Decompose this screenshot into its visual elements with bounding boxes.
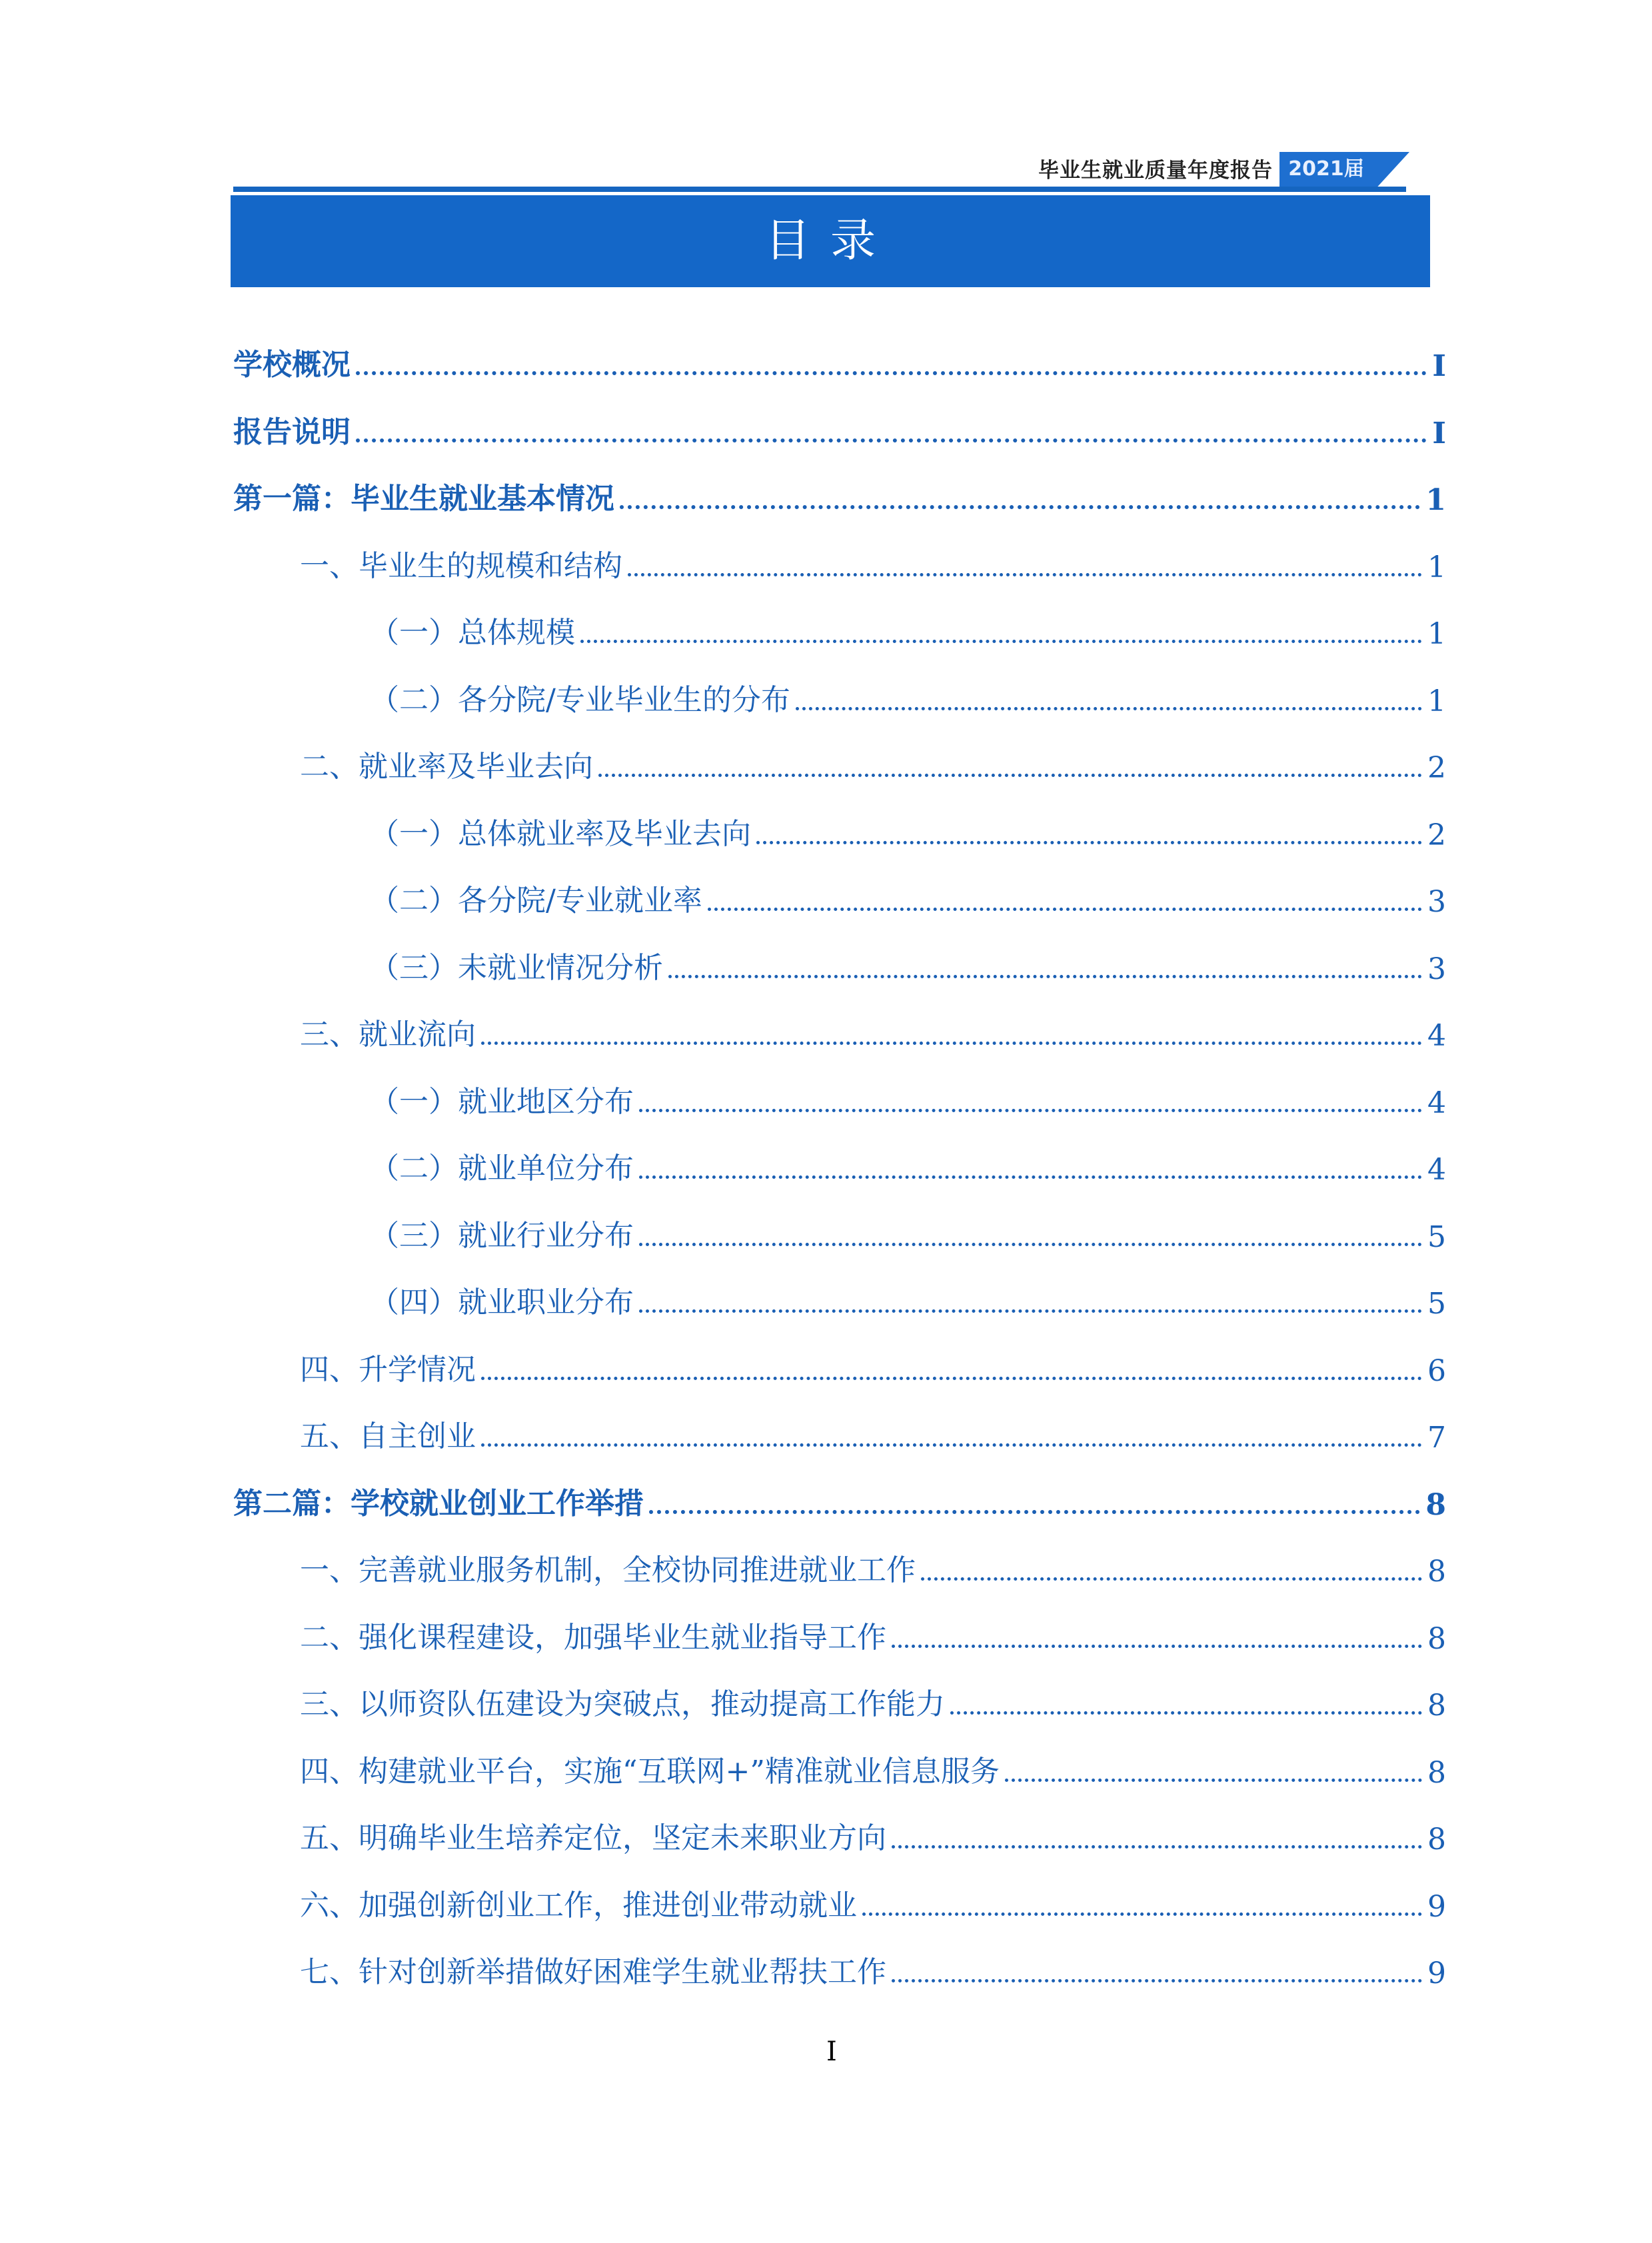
toc-entry-page: 3 (1427, 885, 1446, 919)
toc-entry-label: 五、自主创业 (300, 1419, 476, 1453)
toc-entry-page: 8 (1427, 1823, 1446, 1857)
toc-entry-label: 二、强化课程建设，加强毕业生就业指导工作 (300, 1620, 886, 1655)
toc-entry[interactable] (233, 940, 1446, 986)
toc-dot-leader (639, 1309, 1422, 1313)
toc-entry-page: 2 (1427, 751, 1446, 785)
toc-entry-page: 9 (1427, 1956, 1446, 1990)
toc-dot-leader (356, 371, 1427, 375)
toc-entry-label: 二、就业率及毕业去向 (300, 750, 593, 784)
toc-dot-leader (892, 1845, 1422, 1849)
toc-entry[interactable] (233, 806, 1446, 852)
toc-entry-page: 1 (1427, 617, 1446, 651)
toc-entry-page: 2 (1427, 818, 1446, 852)
toc-entry[interactable] (233, 538, 1446, 584)
toc-dot-leader (481, 1377, 1422, 1380)
toc-entry-label: （三）就业行业分布 (370, 1218, 634, 1253)
toc-entry-page: 1 (1427, 550, 1446, 584)
toc-entry-page: 8 (1427, 1555, 1446, 1589)
toc-entry-page: 3 (1427, 952, 1446, 986)
header-rule (233, 187, 1406, 192)
toc-entry[interactable] (233, 1140, 1446, 1187)
toc-entry[interactable] (233, 1274, 1446, 1321)
toc-entry-label: （二）就业单位分布 (370, 1151, 634, 1185)
report-title: 毕业生就业质量年度报告 (1038, 159, 1273, 183)
toc-dot-leader (620, 505, 1420, 509)
toc-entry[interactable] (233, 470, 1446, 517)
toc-entry[interactable] (233, 1877, 1446, 1924)
toc-dot-leader (580, 640, 1422, 643)
toc-entry[interactable] (233, 1408, 1446, 1455)
toc-dot-leader (639, 1109, 1422, 1112)
toc-dot-leader (598, 774, 1422, 777)
page-number: I (826, 2036, 837, 2067)
toc-dot-leader (921, 1577, 1422, 1581)
toc-entry-page: 5 (1427, 1287, 1446, 1321)
toc-entry[interactable] (233, 1074, 1446, 1120)
toc-entry[interactable] (233, 1207, 1446, 1254)
toc-entry[interactable] (233, 672, 1446, 718)
toc-dot-leader (892, 1645, 1422, 1648)
toc-entry-page: 4 (1427, 1086, 1446, 1120)
toc-entry-label: 七、针对创新举措做好困难学生就业帮扶工作 (300, 1955, 886, 1989)
toc-dot-leader (1005, 1779, 1422, 1782)
toc-entry[interactable] (233, 872, 1446, 919)
toc-entry-page: 8 (1427, 1621, 1446, 1656)
toc-entry-label: 六、加强创新创业工作，推进创业带动就业 (300, 1888, 857, 1922)
toc-entry-page: 4 (1427, 1153, 1446, 1187)
toc-entry[interactable] (233, 337, 1446, 383)
toc-dot-leader (628, 573, 1422, 576)
toc-entry[interactable] (233, 404, 1446, 450)
toc-entry-page: 1 (1427, 684, 1446, 718)
toc-entry[interactable] (233, 1743, 1446, 1790)
toc-entry-page: 4 (1427, 1019, 1446, 1053)
toc-entry-label: （二）各分院/专业毕业生的分布 (370, 682, 790, 717)
toc-dot-leader (481, 1042, 1422, 1045)
toc-dot-leader (356, 438, 1427, 442)
toc-entry[interactable] (233, 1810, 1446, 1857)
toc-dot-leader (639, 1243, 1422, 1246)
toc-dot-leader (892, 1979, 1422, 1982)
toc-dot-leader (649, 1510, 1420, 1514)
year-tag-corner (1373, 152, 1409, 192)
toc-dot-leader (950, 1711, 1422, 1715)
toc-entry[interactable] (233, 1676, 1446, 1723)
toc-entry-page: I (1432, 349, 1446, 383)
toc-entry[interactable] (233, 1944, 1446, 1990)
toc-dot-leader (639, 1175, 1422, 1179)
toc-entry-page: 9 (1427, 1889, 1446, 1924)
toc-entry-label: 四、构建就业平台，实施“互联网+”精准就业信息服务 (300, 1754, 1000, 1789)
toc-entry-page: 8 (1425, 1487, 1446, 1522)
toc-entry-label: （一）就业地区分布 (370, 1084, 634, 1119)
toc-dot-leader (756, 841, 1422, 844)
toc-entry-label: （三）未就业情况分析 (370, 950, 663, 985)
running-header (233, 152, 1433, 192)
toc-entry-label: 第一篇：毕业生就业基本情况 (233, 482, 614, 516)
toc-entry-label: 四、升学情况 (300, 1352, 476, 1387)
toc-entry-label: 一、完善就业服务机制，全校协同推进就业工作 (300, 1553, 916, 1587)
toc-entry-label: （二）各分院/专业就业率 (370, 884, 702, 918)
toc-entry[interactable] (233, 1341, 1446, 1388)
toc-dot-leader (708, 908, 1422, 911)
toc-title: 目录 (231, 195, 1430, 287)
toc-entry-page: 8 (1427, 1689, 1446, 1723)
toc-entry-label: 第二篇：学校就业创业工作举措 (233, 1486, 644, 1521)
toc-entry[interactable] (233, 738, 1446, 785)
toc-entry-page: 7 (1427, 1421, 1446, 1455)
toc-entry[interactable] (233, 1609, 1446, 1656)
toc-dot-leader (481, 1443, 1422, 1447)
toc-entry-label: 报告说明 (233, 414, 351, 449)
year-tag: 2021届 (1279, 152, 1373, 187)
toc-entry-page: 8 (1427, 1755, 1446, 1790)
toc-dot-leader (796, 707, 1422, 710)
toc-entry-label: 三、就业流向 (300, 1018, 476, 1052)
toc-entry-label: 一、毕业生的规模和结构 (300, 548, 622, 583)
toc-dot-leader (862, 1912, 1422, 1916)
toc-entry-page: 5 (1427, 1219, 1446, 1254)
toc-entry[interactable] (233, 1475, 1446, 1522)
toc-entry-label: （一）总体规模 (370, 616, 575, 650)
toc-entry-page: I (1432, 416, 1446, 450)
toc-entry[interactable] (233, 1006, 1446, 1053)
toc-entry-label: 三、以师资队伍建设为突破点，推动提高工作能力 (300, 1687, 945, 1721)
toc-entry-page: 1 (1425, 483, 1446, 517)
toc-dot-leader (668, 975, 1422, 978)
toc-entry[interactable] (233, 1542, 1446, 1589)
toc-entry-page: 6 (1427, 1353, 1446, 1388)
toc-entry-label: （四）就业职业分布 (370, 1285, 634, 1319)
toc-entry[interactable] (233, 604, 1446, 651)
toc-entry-label: 五、明确毕业生培养定位，坚定未来职业方向 (300, 1821, 886, 1855)
toc-entry-label: 学校概况 (233, 348, 351, 382)
toc-entry-label: （一）总体就业率及毕业去向 (370, 816, 751, 851)
